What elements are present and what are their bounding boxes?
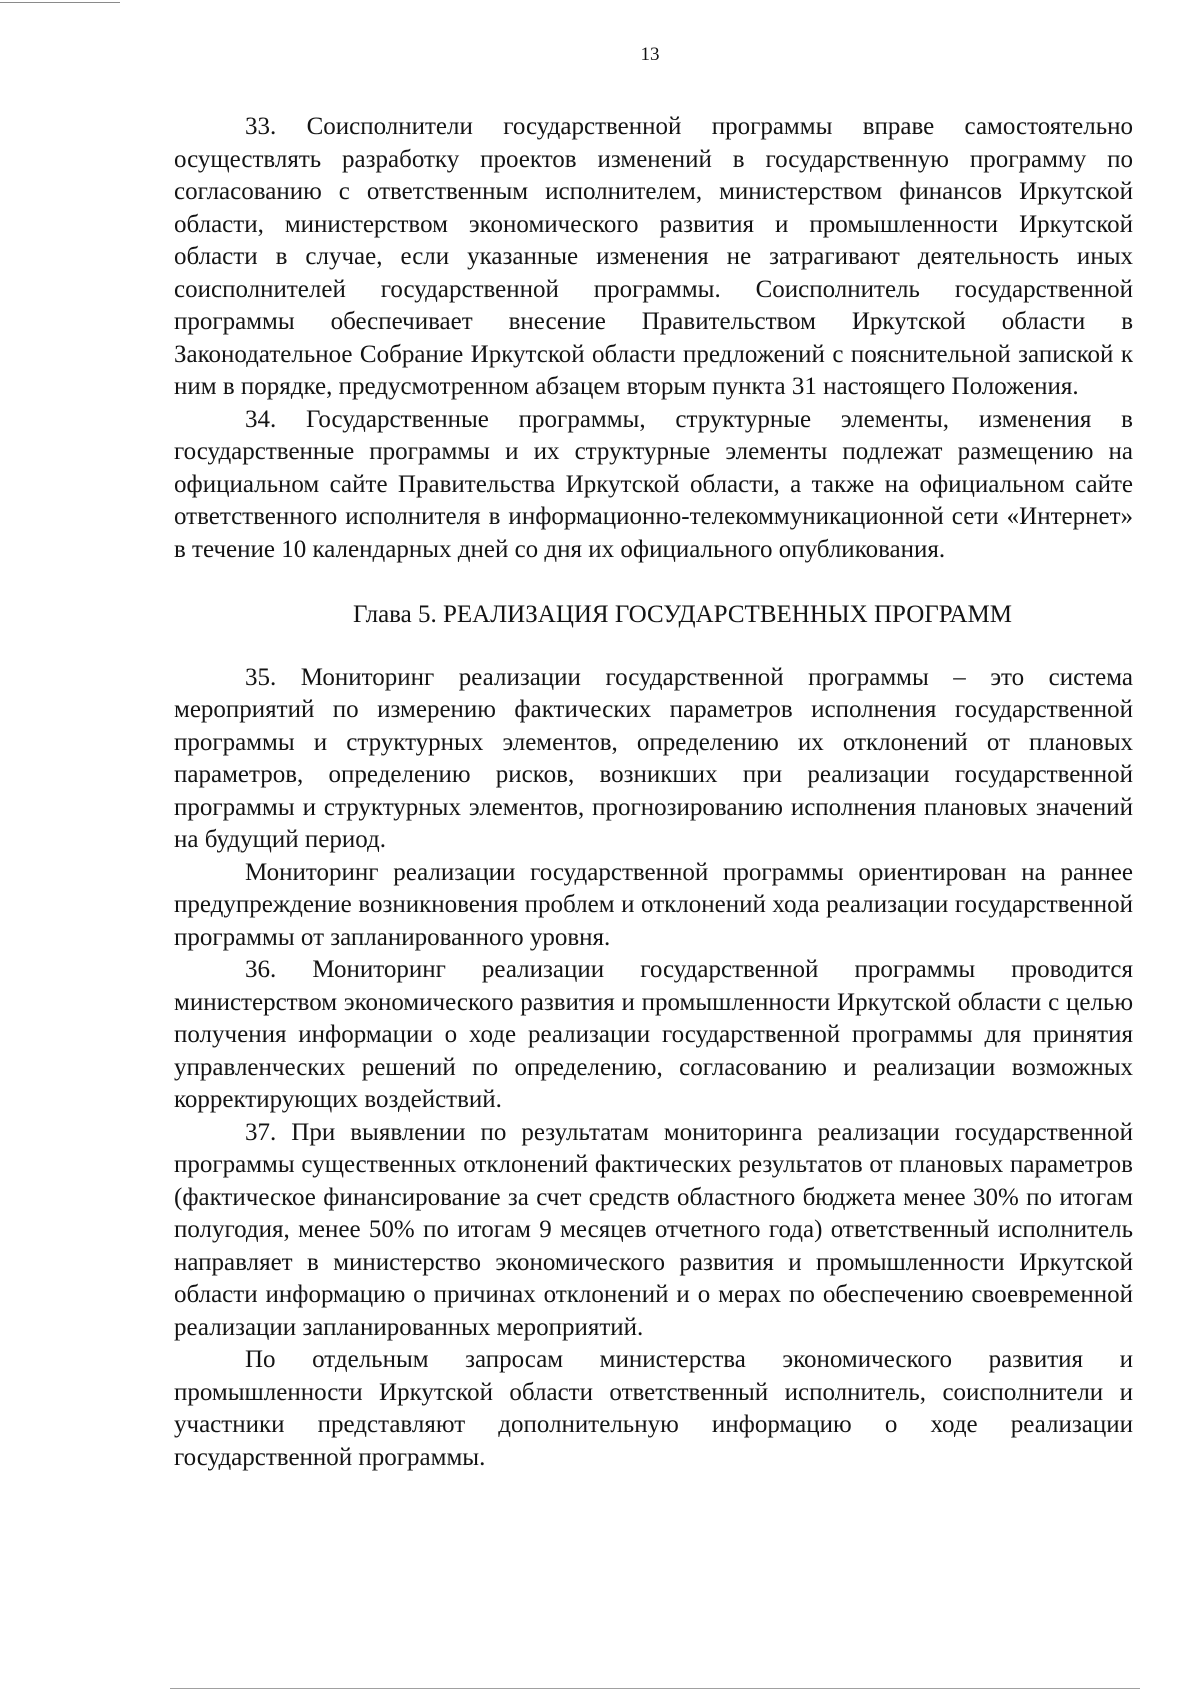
paragraph-33: 33. Соисполнители государственной программы вправе самостоятельно осуществлять разработку проектов изменений в государственную программу по согласованию с ответственным исполнителем, министерством финансов Иркутской области, министерством экономического развития и промышленности Иркутской области в случае, если указанные изменения не затрагивают деятельность иных соисполнителей государственной программы. Соисполнитель государственной программы обеспечивает внесение Правительством Иркутской области в Законодательное Собрание Иркутской области предложений с пояснительной запиской к ним в порядке, предусмотренном абзацем вторым пункта 31 настоящего Положения.: [174, 113, 1133, 400]
paragraph-35-continued: Мониторинг реализации государственной программы ориентирован на раннее предупреждение возникновения проблем и отклонений хода реализации государственной программы от запланированного уровня.: [174, 858, 1133, 951]
document-body: [174, 111, 1133, 1474]
paragraph-35: 35. Мониторинг реализации государственной программы – это система мероприятий по измерению фактических параметров исполнения государственной программы и структурных элементов, определению их отклонений от плановых параметров, определению рисков, возникших при реализации государственной программы и структурных элементов, прогнозированию исполнения плановых значений на будущий период.: [174, 663, 1133, 853]
paragraph-36: 36. Мониторинг реализации государственной программы проводится министерством экономического развития и промышленности Иркутской области с целью получения информации о ходе реализации государственной программы для принятия управленческих решений по определению, согласованию и реализации возможных корректирующих воздействий.: [174, 956, 1133, 1113]
scan-edge-bottom: [170, 1688, 1140, 1689]
chapter-heading: Глава 5. РЕАЛИЗАЦИЯ ГОСУДАРСТВЕННЫХ ПРОГРАММ: [353, 601, 1012, 628]
paragraph-37-continued: По отдельным запросам министерства экономического развития и промышленности Иркутской области ответственный исполнитель, соисполнители и участники представляют дополнительную информацию о ходе реализации государственной программы.: [174, 1346, 1133, 1471]
paragraph-37: 37. При выявлении по результатам мониторинга реализации государственной программы существенных отклонений фактических результатов от плановых параметров (фактическое финансирование за счет средств областного бюджета менее 30% по итогам полугодия, менее 50% по итогам 9 месяцев отчетного года) ответственный исполнитель направляет в министерство экономического развития и промышленности Иркутской области информацию о причинах отклонений и о мерах по обеспечению своевременной реализации запланированных мероприятий.: [174, 1118, 1133, 1341]
page-number: 13: [640, 44, 660, 65]
paragraph-34: 34. Государственные программы, структурные элементы, изменения в государственные программы и их структурные элементы подлежат размещению на официальном сайте Правительства Иркутской области, а также на официальном сайте ответственного исполнителя в информационно-телекоммуникационной сети «Интернет» в течение 10 календарных дней со дня их официального опубликования.: [174, 405, 1133, 563]
scan-edge-top: [0, 2, 120, 3]
